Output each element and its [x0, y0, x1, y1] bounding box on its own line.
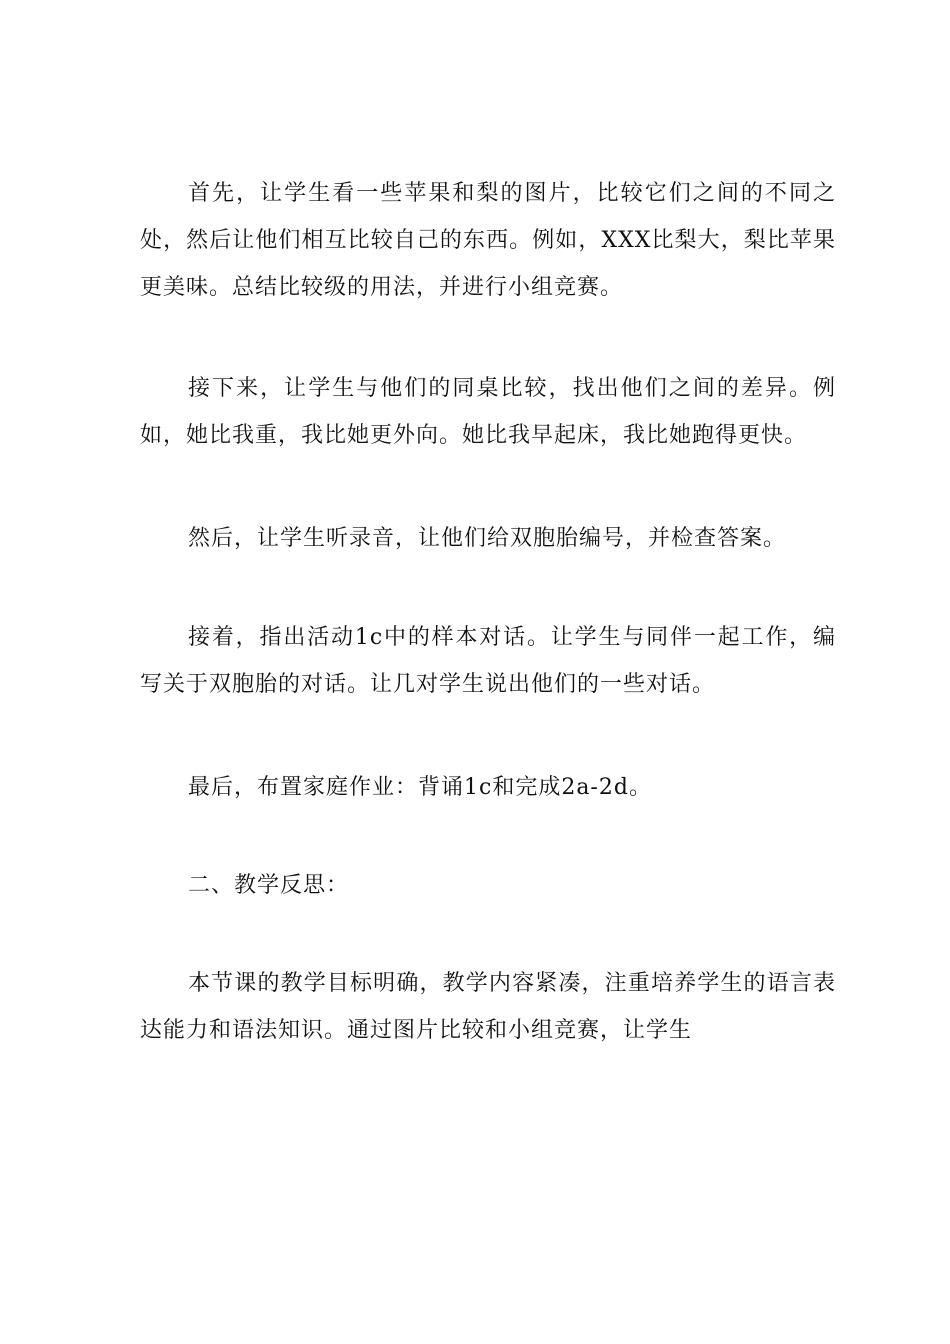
paragraph-sample-dialogue: 接着，指出活动1c中的样本对话。让学生与同伴一起工作，编写关于双胞胎的对话。让几对学生说出他们的一些对话。	[140, 625, 836, 697]
section-heading-reflection: 二、教学反思：	[188, 873, 350, 898]
paragraph-homework: 最后，布置家庭作业：背诵1c和完成2a-2d。	[188, 775, 652, 800]
paragraph-apple-pear-comparison: 首先，让学生看一些苹果和梨的图片，比较它们之间的不同之处，然后让他们相互比较自己的东西。例如，XXX比梨大，梨比苹果更美味。总结比较级的用法，并进行小组竞赛。	[140, 181, 836, 300]
paragraph-listening-twins: 然后，让学生听录音，让他们给双胞胎编号，并检查答案。	[188, 526, 787, 551]
paragraph-reflection: 本节课的教学目标明确，教学内容紧凑，注重培养学生的语言表达能力和语法知识。通过图片比较和小组竞赛，让学生	[140, 971, 836, 1043]
paragraph-deskmate-comparison: 接下来，让学生与他们的同桌比较，找出他们之间的差异。例如，她比我重，我比她更外向。她比我早起床，我比她跑得更快。	[140, 376, 836, 448]
